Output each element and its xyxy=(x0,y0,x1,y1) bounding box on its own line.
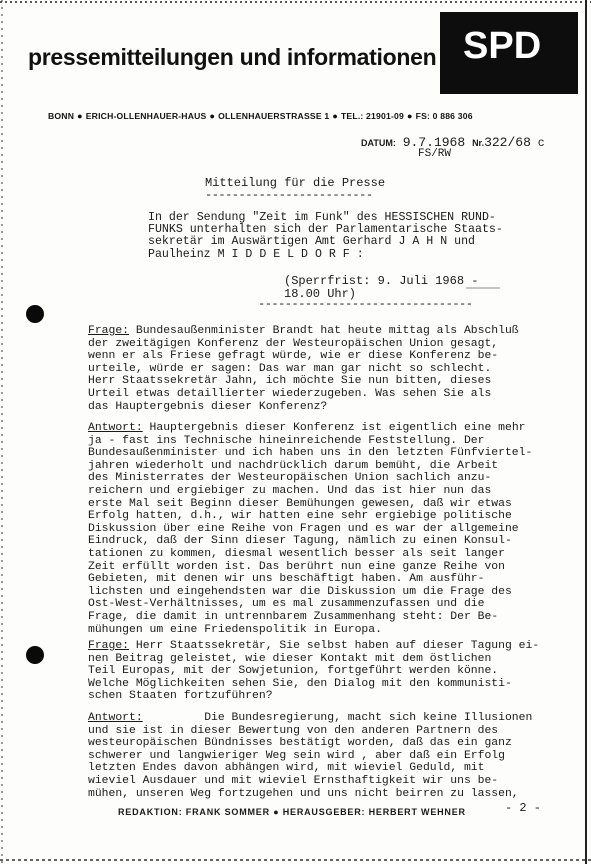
dialogue-line: tationen zu kommen, diesmal wesentlich besser als seit langer xyxy=(88,547,505,560)
dialogue-line: mühen, unseren Weg fortzugehen und uns nicht beirren zu lassen, xyxy=(88,787,519,800)
embargo-underline: -------------------------------- xyxy=(258,297,473,311)
dialogue-line: ja - fast ins Technische hineinreichende Feststellung. Der xyxy=(88,434,485,447)
punch-hole-top xyxy=(26,305,44,323)
dialogue-line: nen Beitrag geleistet, wie dieser Kontakt mit dem östlichen xyxy=(88,652,492,665)
page-number: - 2 - xyxy=(505,801,542,815)
datum-value: 9.7.1968 xyxy=(402,135,466,150)
dialogue-line: Herr Staatssekretär Jahn, ich möchte Sie nun bitten, dieses xyxy=(88,375,492,388)
dialogue-line: reichern und ergiebiger zu machen. Und das ist hier nun das xyxy=(88,484,492,497)
dialogue-line: Frage, die damit in untrennbarem Zusammenhang steht: Der Be- xyxy=(88,610,499,623)
address-city: BONN xyxy=(48,111,75,121)
dialogue-line: der zweitägigen Konferenz der Westeuropäischen Union gesagt, xyxy=(88,337,499,350)
dialogue-line: Zeit erfüllt worden ist. Das berührt nun eine ganze Reihe von xyxy=(88,560,505,573)
speaker-label: Frage: xyxy=(88,325,130,337)
dialogue-line: schen Staaten fortzuführen? xyxy=(88,690,273,703)
dialogue-text: Hauptergebnis dieser Konferenz ist eigentlich eine mehr xyxy=(149,422,526,434)
dialogue-line xyxy=(88,422,558,435)
address-line: BONN ● ERICH-OLLENHAUER-HAUS ● OLLENHAUERSTRASSE 1 ● TEL.: 21901-09 ● FS: 0 886 306 xyxy=(48,111,473,121)
dialogue-line: mühungen um eine Friedenspolitik in Europa. xyxy=(88,623,382,636)
dialogue-line: jahren wiederholt und nachdrücklich darum bemüht, die Arbeit xyxy=(88,459,499,472)
dialogue-line: und sie ist in dieser Bewertung von den anderen Partnern des xyxy=(88,724,499,737)
heading-underline: ------------------------- xyxy=(205,188,373,202)
dialogue-line: Bundesaußenminister und ich haben uns in den letzten Fünfviertel- xyxy=(88,447,533,460)
dialogue-line: des Ministerrates der Westeuropäischen Union sachlich anzu- xyxy=(88,472,492,485)
dialogue-line: Gebieten, mit denen wir uns beschäftigt haben. Am ausführ- xyxy=(88,573,485,586)
dialogue-line: Teil Europas, mit der Sowjetunion, fortgeführt werden könne. xyxy=(88,665,499,678)
nr-label: Nr. xyxy=(472,138,485,148)
date-line xyxy=(361,135,545,150)
address-building: ERICH-OLLENHAUER-HAUS xyxy=(85,111,207,121)
dialogue-line: wieviel Ausdauer und mit wieviel Ernsthaftigkeit wir uns be- xyxy=(88,774,499,787)
initials: FS/RW xyxy=(418,148,452,160)
dialogue-line xyxy=(88,712,558,725)
footer-credits: REDAKTION: FRANK SOMMER ● HERAUSGEBER: HERBERT WEHNER xyxy=(118,807,466,817)
dialogue-text: Herr Staatssekretär, Sie selbst haben auf dieser Tagung ei- xyxy=(135,640,540,652)
dialogue-line: urteile, würde er sagen: Das war man gar nicht so schlecht. xyxy=(88,362,492,375)
dialogue-line xyxy=(88,325,558,338)
address-street: OLLENHAUERSTRASSE 1 xyxy=(218,111,330,121)
speaker-label: Antwort: xyxy=(88,422,143,434)
datum-label: DATUM: xyxy=(361,138,396,148)
dialogue-block xyxy=(88,325,558,413)
dialogue-line: schwerer und langwieriger Weg sein wird , aber daß ein Erfolg xyxy=(88,749,505,762)
dialogue-line xyxy=(88,640,558,653)
intro-paragraph xyxy=(148,212,548,261)
speaker-label: Antwort: xyxy=(88,712,143,724)
intro-line: sekretär im Auswärtigen Amt Gerhard J A H N und xyxy=(148,235,475,249)
dialogue-line: Welche Möglichkeiten sehen Sie, den Dialog mit den kommunisti- xyxy=(88,677,512,690)
dialogue-text: Bundesaußenminister Brandt hat heute mittag als Abschluß xyxy=(135,325,519,337)
dialogue-line: erste Mal seit Beginn dieser Bemühungen gewesen, daß wir etwas xyxy=(88,497,512,510)
nr-value: 322/68 xyxy=(484,135,531,150)
intro-line: Paulheinz M I D D E L D O R F : xyxy=(148,247,364,261)
dialogue-line: Eindruck, daß der Sinn dieser Tagung, nämlich zu einen Konsul- xyxy=(88,535,512,548)
speaker-label: Frage: xyxy=(88,640,130,652)
nr-suffix: c xyxy=(537,137,545,150)
intro-line: In der Sendung "Zeit im Funk" des HESSISCHEN RUND- xyxy=(148,211,496,224)
address-telex: FS: 0 886 306 xyxy=(415,111,473,121)
spd-logo: SPD xyxy=(463,25,542,67)
dialogue-block xyxy=(88,712,558,800)
intro-line: FUNKS unterhalten sich der Parlamentarische Staats- xyxy=(148,223,503,237)
dialogue-line: westeuropäischen Bündnisses bestätigt worden, daß das ein ganz xyxy=(88,737,512,750)
dialogue-block xyxy=(88,422,558,636)
dialogue-block xyxy=(88,640,558,703)
dialogue-line: Ost-West-Verhältnisses, um es mal zusammenzufassen und die xyxy=(88,598,485,611)
dialogue-line: das Hauptergebnis dieser Konferenz? xyxy=(88,400,328,413)
punch-hole-bottom xyxy=(26,646,44,664)
dialogue-line: Erfolg hatten, d.h., wir hatten eine sehr ergiebige politische xyxy=(88,510,512,523)
dialogue-text: Die Bundesregierung, macht sich keine Illusionen xyxy=(142,712,533,724)
press-heading: Mitteilung für die Presse xyxy=(205,176,386,190)
embargo-line: 18.00 Uhr) xyxy=(284,286,357,301)
dialogue-line: wenn er als Friese gefragt würde, wie er diese Konferenz be- xyxy=(88,350,499,363)
dialogue-line: lichsten und eingehendsten war die Diskussion um die Frage des xyxy=(88,585,512,598)
dialogue-line: letzten Endes davon abhängen wird, mit wieviel Geduld, mit xyxy=(88,762,485,775)
embargo-line: (Sperrfrist: 9. Juli 1968 - xyxy=(284,274,479,288)
dialogue-line: Urteil etwas detaillierter wiederzugeben. Was sehen Sie als xyxy=(88,387,492,400)
address-phone: TEL.: 21901-09 xyxy=(340,111,404,121)
dialogue-line: Diskussion über eine Reihe von Fragen und es war der allgemeine xyxy=(88,522,519,535)
masthead-title: pressemitteilungen und informationen xyxy=(28,44,437,70)
